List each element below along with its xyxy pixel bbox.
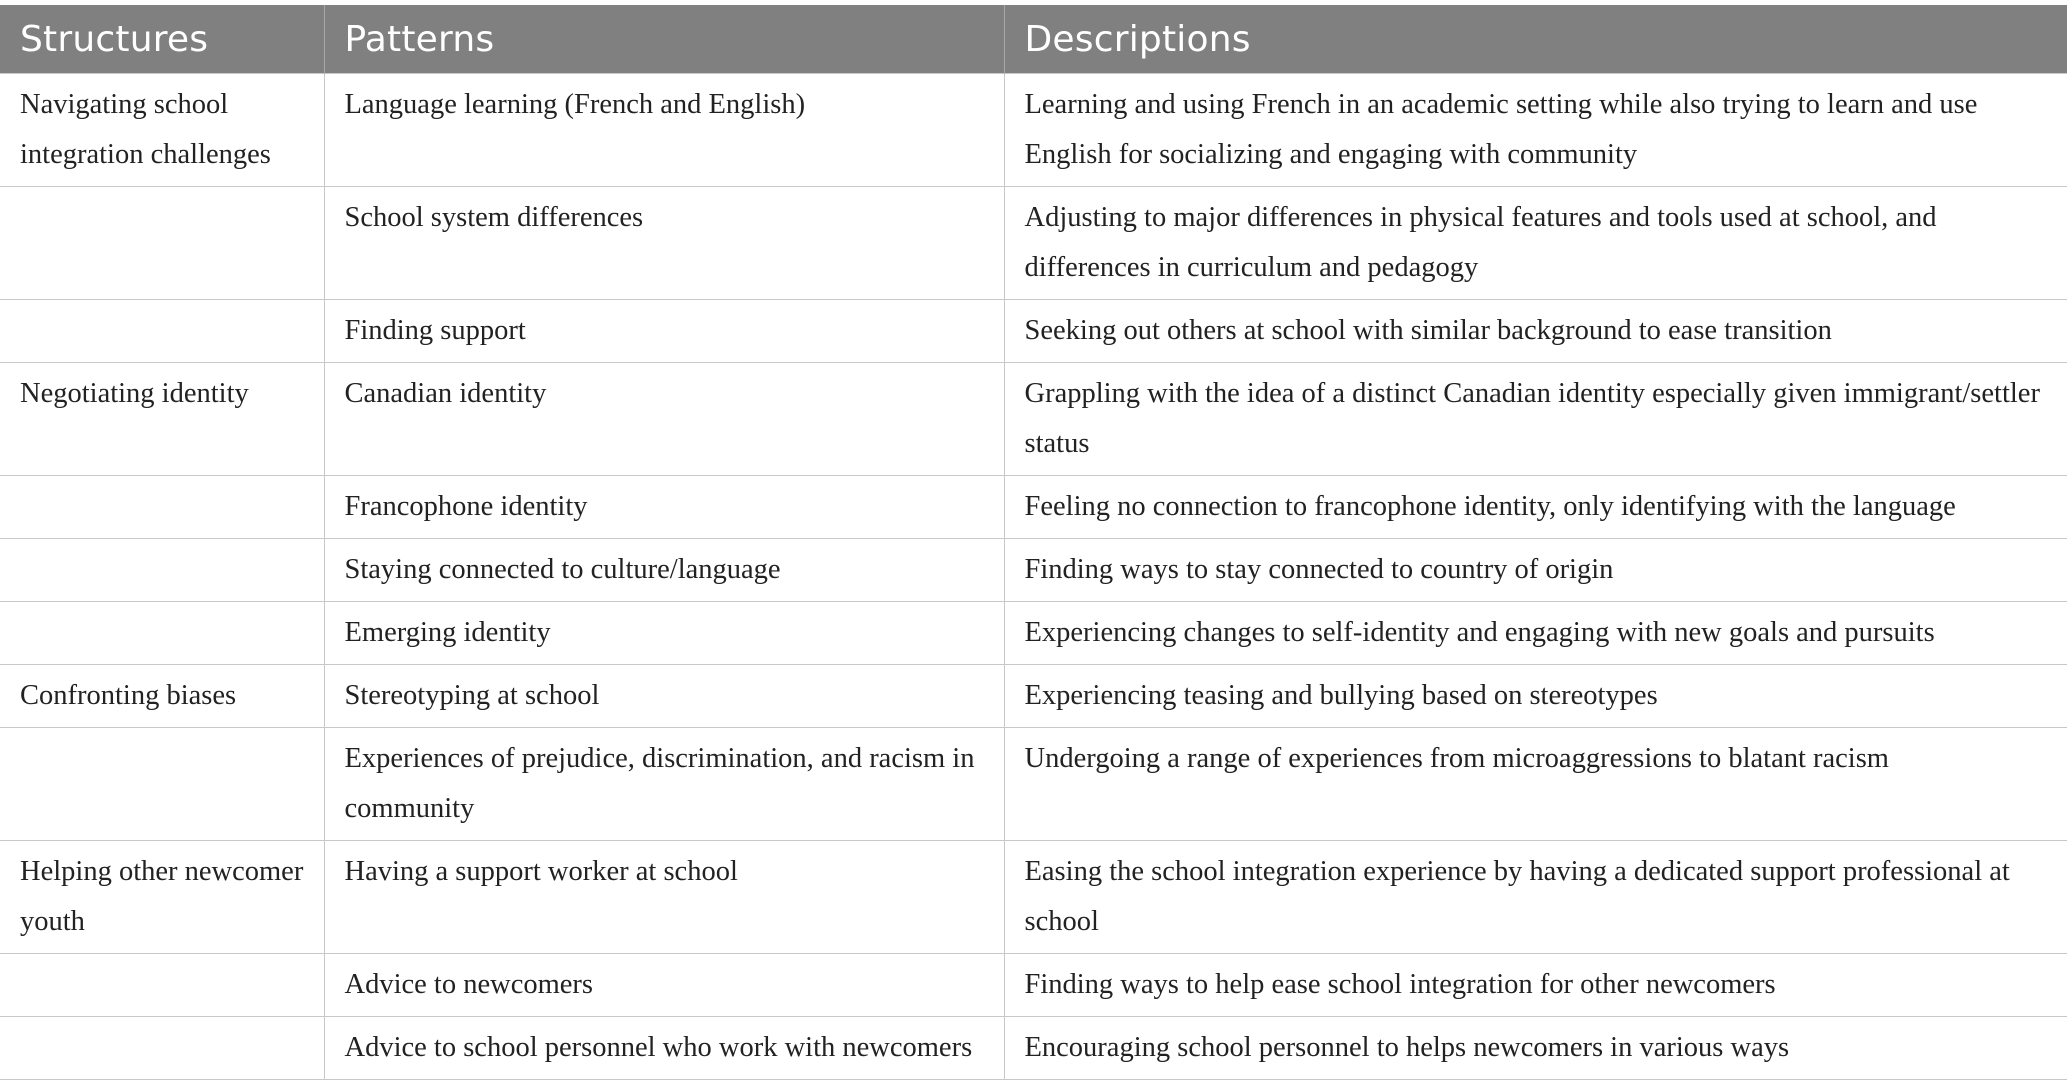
table-row bbox=[0, 841, 2067, 954]
pattern-cell: Finding support bbox=[324, 300, 1004, 363]
pattern-cell: Canadian identity bbox=[324, 363, 1004, 476]
description-cell: Experiencing teasing and bullying based on stereotypes bbox=[1004, 665, 2067, 728]
pattern-cell: Advice to school personnel who work with newcomers bbox=[324, 1017, 1004, 1080]
structure-cell bbox=[0, 728, 324, 841]
table-row bbox=[0, 363, 2067, 476]
pattern-cell: School system differences bbox=[324, 187, 1004, 300]
structures-patterns-table bbox=[0, 5, 2067, 1080]
description-cell: Finding ways to help ease school integration for other newcomers bbox=[1004, 954, 2067, 1017]
structure-cell bbox=[0, 602, 324, 665]
header-descriptions: Descriptions bbox=[1004, 5, 2067, 74]
table-row bbox=[0, 74, 2067, 187]
description-cell: Experiencing changes to self-identity and engaging with new goals and pursuits bbox=[1004, 602, 2067, 665]
table-row bbox=[0, 665, 2067, 728]
description-cell: Seeking out others at school with similar background to ease transition bbox=[1004, 300, 2067, 363]
structure-cell: Helping other newcomer youth bbox=[0, 841, 324, 954]
table-header bbox=[0, 5, 2067, 74]
structure-cell: Navigating school integration challenges bbox=[0, 74, 324, 187]
pattern-cell: Having a support worker at school bbox=[324, 841, 1004, 954]
structure-cell bbox=[0, 954, 324, 1017]
structure-cell bbox=[0, 300, 324, 363]
description-cell: Finding ways to stay connected to country of origin bbox=[1004, 539, 2067, 602]
pattern-cell: Language learning (French and English) bbox=[324, 74, 1004, 187]
pattern-cell: Francophone identity bbox=[324, 476, 1004, 539]
structures-patterns-table-container bbox=[0, 5, 2067, 1080]
pattern-cell: Advice to newcomers bbox=[324, 954, 1004, 1017]
table-row bbox=[0, 1017, 2067, 1080]
structure-cell bbox=[0, 187, 324, 300]
table-row bbox=[0, 602, 2067, 665]
structure-cell bbox=[0, 539, 324, 602]
table-row bbox=[0, 539, 2067, 602]
pattern-cell: Emerging identity bbox=[324, 602, 1004, 665]
pattern-cell: Stereotyping at school bbox=[324, 665, 1004, 728]
description-cell: Feeling no connection to francophone identity, only identifying with the language bbox=[1004, 476, 2067, 539]
description-cell: Adjusting to major differences in physical features and tools used at school, and differences in curriculum and pedagogy bbox=[1004, 187, 2067, 300]
header-patterns: Patterns bbox=[324, 5, 1004, 74]
table-row bbox=[0, 187, 2067, 300]
structure-cell bbox=[0, 476, 324, 539]
description-cell: Grappling with the idea of a distinct Canadian identity especially given immigrant/settler status bbox=[1004, 363, 2067, 476]
table-body bbox=[0, 74, 2067, 1080]
description-cell: Undergoing a range of experiences from microaggressions to blatant racism bbox=[1004, 728, 2067, 841]
table-row bbox=[0, 300, 2067, 363]
header-row bbox=[0, 5, 2067, 74]
pattern-cell: Experiences of prejudice, discrimination, and racism in community bbox=[324, 728, 1004, 841]
description-cell: Easing the school integration experience by having a dedicated support professional at school bbox=[1004, 841, 2067, 954]
structure-cell: Negotiating identity bbox=[0, 363, 324, 476]
table-row bbox=[0, 728, 2067, 841]
description-cell: Encouraging school personnel to helps newcomers in various ways bbox=[1004, 1017, 2067, 1080]
table-row bbox=[0, 476, 2067, 539]
pattern-cell: Staying connected to culture/language bbox=[324, 539, 1004, 602]
header-structures: Structures bbox=[0, 5, 324, 74]
structure-cell: Confronting biases bbox=[0, 665, 324, 728]
structure-cell bbox=[0, 1017, 324, 1080]
description-cell: Learning and using French in an academic setting while also trying to learn and use English for socializing and engaging with community bbox=[1004, 74, 2067, 187]
table-row bbox=[0, 954, 2067, 1017]
